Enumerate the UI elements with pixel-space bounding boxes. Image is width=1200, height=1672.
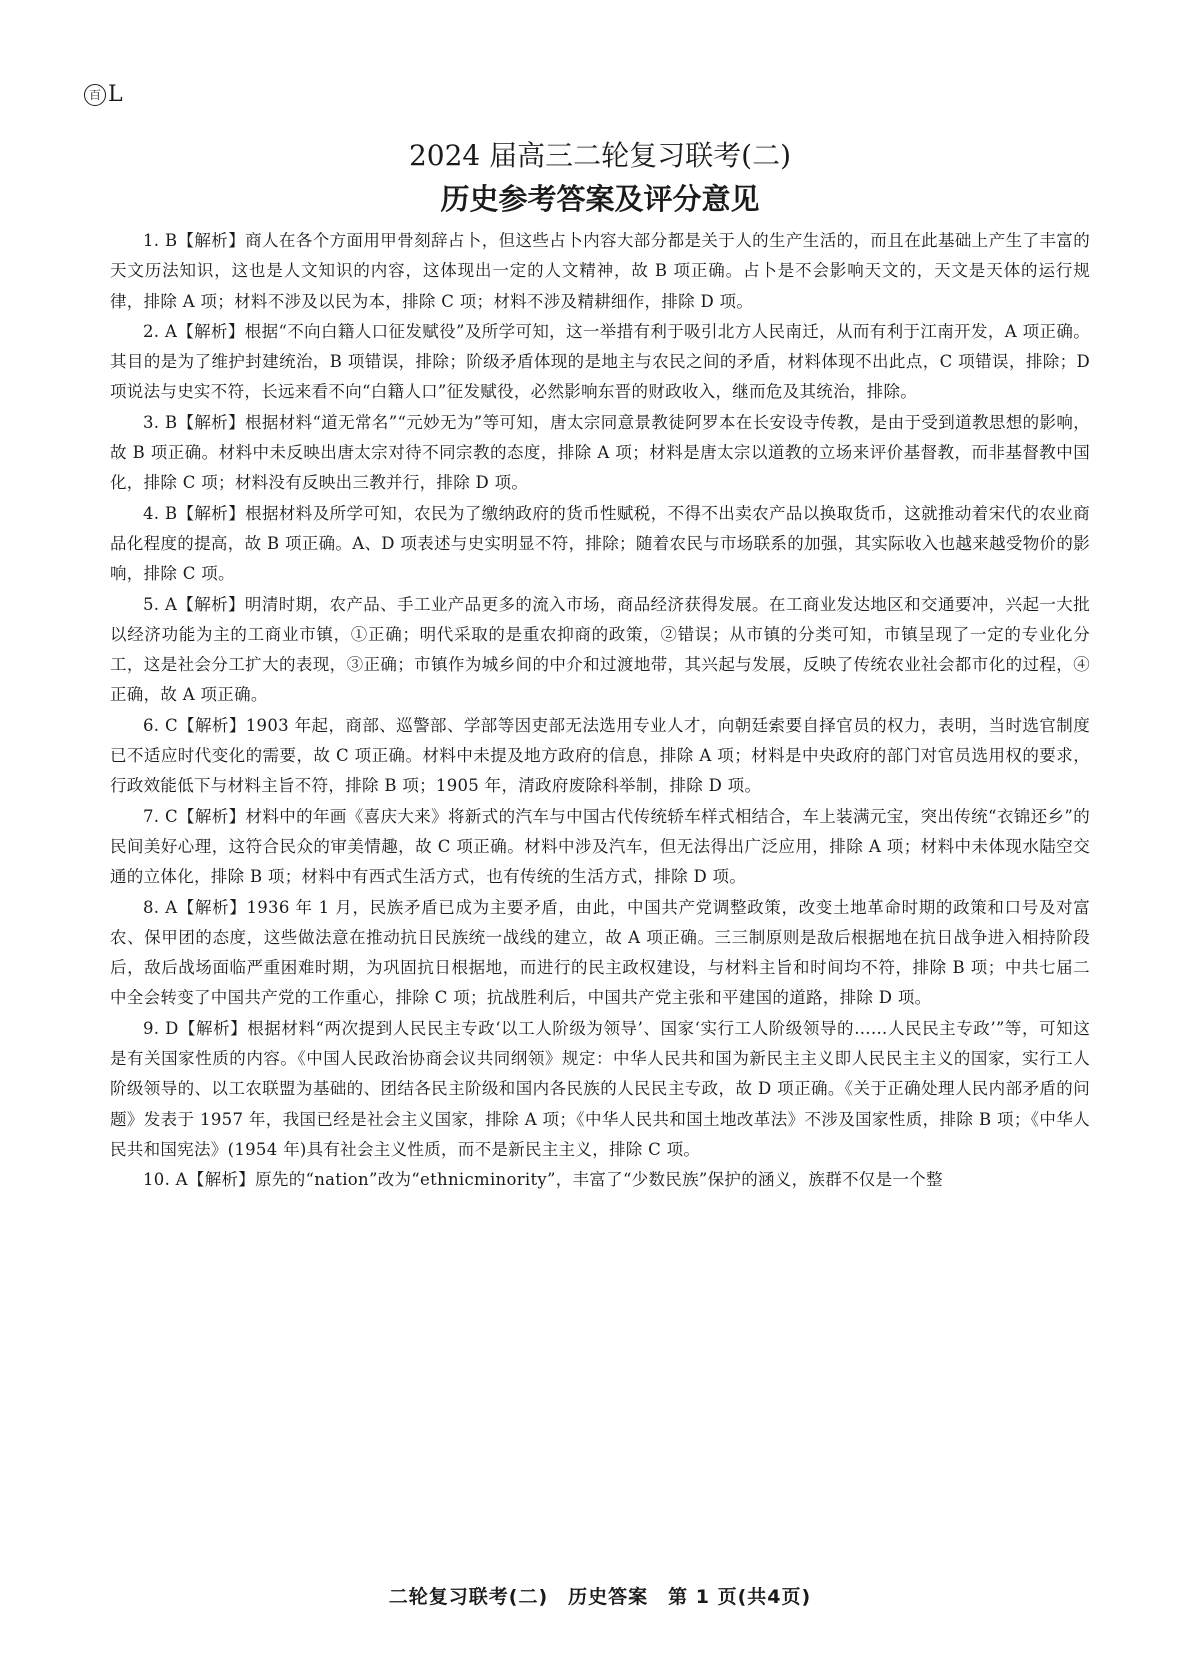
document-subtitle: 历史参考答案及评分意见 (440, 182, 760, 216)
document-title: 2024 届高三二轮复习联考(二) (408, 139, 791, 172)
answer-item: 5. A【解析】明清时期，农产品、手工业产品更多的流入市场，商品经济获得发展。在工商业发达地区和交通要冲，兴起一大批以经济功能为主的工商业市镇，①正确；明代采取的是重农抑商的政策，②错误；从市镇的分类可知，市镇呈现了一定的专业化分工，这是社会分工扩大的表现，③正确；市镇作为城乡间的中介和过渡地带，其兴起与发展，反映了传统农业社会都市化的过程，④正确，故 A 项正确。 (110, 594, 1090, 705)
answer-item: 8. A【解析】1936 年 1 月，民族矛盾已成为主要矛盾，由此，中国共产党调整政策，改变土地革命时期的政策和口号及对富农、保甲团的态度，这些做法意在推动抗日民族统一战线的建立，故 A 项正确。三三制原则是敌后根据地在抗日战争进入相持阶段后，敌后战场面临严重困难时期，为巩固抗日根据地，而进行的民主政权建设，与材料主旨和时间均不符，排除 B 项；中共七届二中全会转变了中国共产党的工作重心，排除 C 项；抗战胜利后，中国共产党主张和平建国的道路，排除 D 项。 (110, 897, 1090, 1008)
answer-item: 3. B【解析】根据材料“道无常名”“元妙无为”等可知，唐太宗同意景教徒阿罗本在长安设寺传教，是由于受到道教思想的影响，故 B 项正确。材料中未反映出唐太宗对待不同宗教的态度，排除 A 项；材料是唐太宗以道教的立场来评价基督教，而非基督教中国化，排除 C 项；材料没有反映出三教并行，排除 D 项。 (110, 412, 1090, 493)
answer-item: 1. B【解析】商人在各个方面用甲骨刻辞占卜，但这些占卜内容大部分都是关于人的生产生活的，而且在此基础上产生了丰富的天文历法知识，这也是人文知识的内容，这体现出一定的人文精神，故 B 项正确。占卜是不会影响天文的，天文是天体的运行规律，排除 A 项；材料不涉及以民为本，排除 C 项；材料不涉及精耕细作，排除 D 项。 (110, 231, 1090, 311)
corner-logo (84, 84, 123, 106)
answer-item: 7. C【解析】材料中的年画《喜庆大来》将新式的汽车与中国古代传统轿车样式相结合，车上装满元宝，突出传统“衣锦还乡”的民间美好心理，这符合民众的审美情趣，故 C 项正确。材料中涉及汽车，但无法得出广泛应用，排除 A 项；材料中未体现水陆空交通的立体化，排除 B 项；材料中有西式生活方式，也有传统的生活方式，排除 D 项。 (110, 806, 1090, 887)
answer-item: 4. B【解析】根据材料及所学可知，农民为了缴纳政府的货币性赋税，不得不出卖农产品以换取货币，这就推动着宋代的农业商品化程度的提高，故 B 项正确。A、D 项表述与史实明显不符，排除；随着农民与市场联系的加强，其实际收入也越来越受物价的影响，排除 C 项。 (110, 503, 1090, 584)
answer-item: 2. A【解析】根据“不向白籍人口征发赋役”及所学可知，这一举措有利于吸引北方人民南迁，从而有利于江南开发，A 项正确。其目的是为了维护封建统治，B 项错误，排除；阶级矛盾体现的是地主与农民之间的矛盾，材料体现不出此点，C 项错误，排除；D 项说法与史实不符，长远来看不向“白籍人口”征发赋役，必然影响东晋的财政收入，继而危及其统治，排除。 (110, 321, 1090, 402)
page-footer: 二轮复习联考(二) 历史答案 第 1 页(共4页) (388, 1586, 812, 1608)
answer-item: 10. A【解析】原先的“nation”改为“ethnicminority”，丰富了“少数民族”保护的涵义，族群不仅是一个整 (143, 1170, 943, 1190)
corner-letter: L (108, 82, 123, 107)
answer-item: 9. D【解析】根据材料“两次提到人民民主专政‘以工人阶级为领导’、国家‘实行工人阶级领导的……人民民主专政’”等，可知这是有关国家性质的内容。《中国人民政治协商会议共同纲领》规定：中华人民共和国为新民主主义即人民民主主义的国家，实行工人阶级领导的、以工农联盟为基础的、团结各民主阶级和国内各民族的人民民主专政，故 D 项正确。《关于正确处理人民内部矛盾的问题》发表于 1957 年，我国已经是社会主义国家，排除 A 项；《中华人民共和国土地改革法》不涉及国家性质，排除 B 项；《中华人民共和国宪法》(1954 年)具有社会主义性质，而不是新民主主义，排除 C 项。 (110, 1018, 1090, 1159)
answer-list (110, 226, 1090, 1196)
seal-icon: 百 (84, 84, 106, 106)
answer-item: 6. C【解析】1903 年起，商部、巡警部、学部等因吏部无法选用专业人才，向朝廷索要自择官员的权力，表明，当时选官制度已不适应时代变化的需要，故 C 项正确。材料中未提及地方政府的信息，排除 A 项；材料是中央政府的部门对官员选用权的要求，行政效能低下与材料主旨不符，排除 B 项；1905 年，清政府废除科举制，排除 D 项。 (110, 715, 1090, 796)
